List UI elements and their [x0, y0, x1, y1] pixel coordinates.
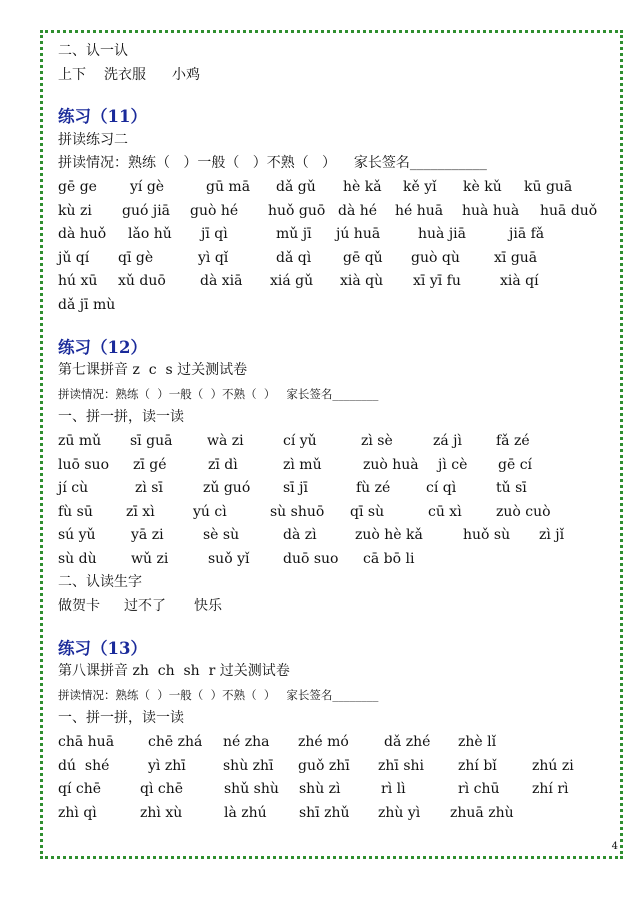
section-heading: 二、认一认 — [58, 43, 128, 59]
pinyin-word: zǔ guó — [203, 480, 251, 497]
pinyin-word: zhì qì — [58, 804, 97, 821]
pinyin-word: yí gè — [130, 178, 165, 195]
pinyin-word: sú yǔ — [58, 527, 96, 544]
pinyin-row — [58, 501, 618, 525]
reading-status: 拼读情况：熟练（ ）一般（ ）不熟（ ） 家长签名________ — [58, 687, 379, 702]
pinyin-word: shù zì — [299, 781, 341, 798]
pinyin-grid — [58, 176, 618, 318]
pinyin-word: zá jì — [433, 432, 462, 449]
pinyin-word: gē cí — [498, 456, 533, 473]
pinyin-word: lǎo hǔ — [128, 226, 172, 243]
pinyin-word: dà zì — [283, 527, 317, 544]
pinyin-word: kě yǐ — [403, 178, 437, 195]
pinyin-word: sè sù — [203, 527, 240, 544]
pinyin-word: jú huā — [336, 226, 381, 243]
pinyin-word: yā zi — [131, 527, 164, 544]
pinyin-word: jí cù — [58, 480, 89, 497]
pinyin-row — [58, 176, 618, 200]
pinyin-word: chā huā — [58, 734, 115, 751]
exercise-title: 练习（13） — [58, 638, 147, 658]
pinyin-word: qí chē — [58, 781, 102, 798]
pinyin-word: dà hé — [338, 202, 378, 219]
pinyin-word: guǒ zhī — [298, 757, 350, 774]
pinyin-word: guó jiā — [122, 202, 171, 219]
pinyin-word: rì chū — [458, 781, 500, 798]
pinyin-row — [58, 270, 618, 294]
pinyin-word: gē ge — [58, 178, 97, 195]
pinyin-word: zì mǔ — [283, 456, 322, 473]
word-row — [58, 595, 618, 619]
pinyin-word: là zhú — [224, 804, 267, 821]
exercise-subtitle: 拼读练习二 — [58, 131, 128, 148]
pinyin-word: dà xiā — [200, 273, 243, 290]
pinyin-word: zī gé — [133, 456, 167, 473]
pinyin-word: suǒ yǐ — [208, 550, 250, 567]
pinyin-word: huà jiā — [418, 226, 466, 243]
pinyin-word: fù sū — [58, 503, 93, 520]
word-row — [58, 64, 618, 88]
pinyin-word: guò hé — [190, 202, 239, 219]
worksheet-content — [58, 40, 618, 825]
pinyin-word: jǔ qí — [58, 249, 90, 266]
exercise-subtitle: 第七课拼音 z c s 过关测试卷 — [58, 362, 248, 379]
pinyin-word: huā duǒ — [540, 202, 598, 219]
pinyin-word: kù zi — [58, 202, 92, 219]
pinyin-word: zhuā zhù — [450, 804, 514, 821]
pinyin-word: yì zhī — [148, 757, 186, 774]
recognize-word: 洗衣服 — [104, 66, 146, 83]
pinyin-word: zhī shi — [378, 757, 424, 774]
pinyin-row — [58, 223, 618, 247]
pinyin-word: guò qù — [411, 249, 460, 266]
pinyin-row — [58, 778, 618, 802]
pinyin-row — [58, 802, 618, 826]
pinyin-word: sù shuō — [270, 503, 325, 520]
pinyin-row — [58, 294, 618, 318]
pinyin-word: kū guā — [524, 178, 573, 195]
pinyin-word: xī yī fu — [413, 273, 461, 290]
pinyin-grid — [58, 430, 618, 572]
pinyin-row — [58, 247, 618, 271]
pinyin-word: wǔ zi — [131, 550, 169, 567]
exercise-subtitle: 第八课拼音 zh ch sh r 过关测试卷 — [58, 663, 290, 680]
pinyin-word: fǎ zé — [496, 432, 530, 449]
part-heading: 一、拼一拼，读一读 — [58, 710, 184, 727]
pinyin-row — [58, 755, 618, 779]
pinyin-word: kè kǔ — [463, 178, 502, 195]
pinyin-grid — [58, 731, 618, 825]
pinyin-word: qī sù — [350, 503, 385, 520]
pinyin-word: zuò cuò — [496, 503, 551, 520]
pinyin-word: dú shé — [58, 757, 110, 774]
exercise-title: 练习（12） — [58, 337, 147, 357]
pinyin-word: sī guā — [130, 432, 173, 449]
reading-status: 拼读情况：熟练（ ）一般（ ）不熟（ ） 家长签名___________ — [58, 155, 487, 172]
pinyin-word: xià qù — [340, 273, 384, 290]
pinyin-word: shī zhǔ — [299, 804, 350, 821]
pinyin-word: qì chē — [140, 781, 184, 798]
pinyin-word: cā bō li — [363, 550, 415, 567]
pinyin-word: cū xì — [428, 503, 462, 520]
pinyin-word: dǎ jī mù — [58, 296, 116, 313]
recognize-word: 上下 — [58, 66, 86, 83]
pinyin-word: zhè lǐ — [458, 734, 497, 751]
pinyin-word: zhé mó — [298, 734, 349, 751]
pinyin-word: wà zi — [207, 432, 244, 449]
pinyin-word: jī qì — [201, 226, 228, 243]
pinyin-row — [58, 548, 618, 572]
pinyin-row — [58, 454, 618, 478]
pinyin-row — [58, 200, 618, 224]
pinyin-word: yú cì — [193, 503, 227, 520]
pinyin-word: zhù yì — [378, 804, 421, 821]
pinyin-word: dǎ zhé — [384, 734, 431, 751]
pinyin-word: zū mǔ — [58, 432, 102, 449]
pinyin-word: dǎ gǔ — [276, 178, 316, 195]
pinyin-word: zì sè — [361, 432, 393, 449]
pinyin-word: shǔ shù — [224, 781, 279, 798]
exercise-title: 练习（11） — [58, 107, 147, 127]
pinyin-word: dǎ qì — [276, 249, 312, 266]
pinyin-word: hú xū — [58, 273, 98, 290]
pinyin-word: luō suo — [58, 456, 110, 473]
pinyin-word: sī jī — [283, 480, 308, 497]
pinyin-word: zhì xù — [140, 804, 183, 821]
pinyin-word: huǒ sù — [463, 527, 511, 544]
recognize-word: 做贺卡 — [58, 598, 100, 615]
pinyin-word: né zha — [223, 734, 270, 751]
pinyin-word: cí qì — [426, 480, 457, 497]
pinyin-word: gū mā — [206, 178, 251, 195]
pinyin-word: yì qǐ — [198, 249, 229, 266]
pinyin-word: xǔ duō — [118, 273, 166, 290]
pinyin-word: zhú zi — [532, 757, 574, 774]
pinyin-word: zhí rì — [532, 781, 569, 798]
pinyin-word: xiá gǔ — [270, 273, 314, 290]
pinyin-word: sù dù — [58, 550, 97, 567]
pinyin-word: duō suo — [283, 550, 339, 567]
pinyin-row — [58, 731, 618, 755]
pinyin-word: zī xì — [126, 503, 155, 520]
pinyin-word: huǒ guō — [268, 202, 326, 219]
pinyin-word: zī dì — [208, 456, 238, 473]
pinyin-word: zuò hè kǎ — [355, 527, 423, 544]
pinyin-word: gē qǔ — [343, 249, 383, 266]
pinyin-word: zì jǐ — [539, 527, 565, 544]
pinyin-word: xī guā — [494, 249, 538, 266]
pinyin-word: hè kǎ — [343, 178, 382, 195]
pinyin-row — [58, 524, 618, 548]
pinyin-word: dà huǒ — [58, 226, 107, 243]
part-heading: 一、拼一拼，读一读 — [58, 409, 184, 426]
pinyin-word: hé huā — [395, 202, 444, 219]
pinyin-word: xià qí — [500, 273, 539, 290]
pinyin-word: zuò huà — [363, 456, 419, 473]
pinyin-word: jì cè — [438, 456, 468, 473]
part-heading: 二、认读生字 — [58, 574, 142, 591]
recognize-word: 小鸡 — [172, 66, 200, 83]
pinyin-row — [58, 430, 618, 454]
pinyin-word: shù zhī — [223, 757, 274, 774]
pinyin-word: rì lì — [381, 781, 406, 798]
recognize-word: 快乐 — [194, 598, 222, 615]
pinyin-word: qī gè — [118, 249, 154, 266]
pinyin-word: chē zhá — [148, 734, 203, 751]
reading-status: 拼读情况：熟练（ ）一般（ ）不熟（ ） 家长签名________ — [58, 386, 379, 401]
pinyin-word: mǔ jī — [276, 226, 312, 243]
recognize-word: 过不了 — [124, 598, 166, 615]
pinyin-word: cí yǔ — [283, 432, 317, 449]
pinyin-word: zhí bǐ — [458, 757, 497, 774]
pinyin-word: tǔ sī — [496, 480, 527, 497]
pinyin-word: jiā fǎ — [509, 226, 545, 243]
pinyin-row — [58, 477, 618, 501]
pinyin-word: huà huà — [462, 202, 520, 219]
page-number: 4 — [611, 841, 618, 852]
pinyin-word: fù zé — [356, 480, 391, 497]
pinyin-word: zì sī — [135, 480, 163, 497]
